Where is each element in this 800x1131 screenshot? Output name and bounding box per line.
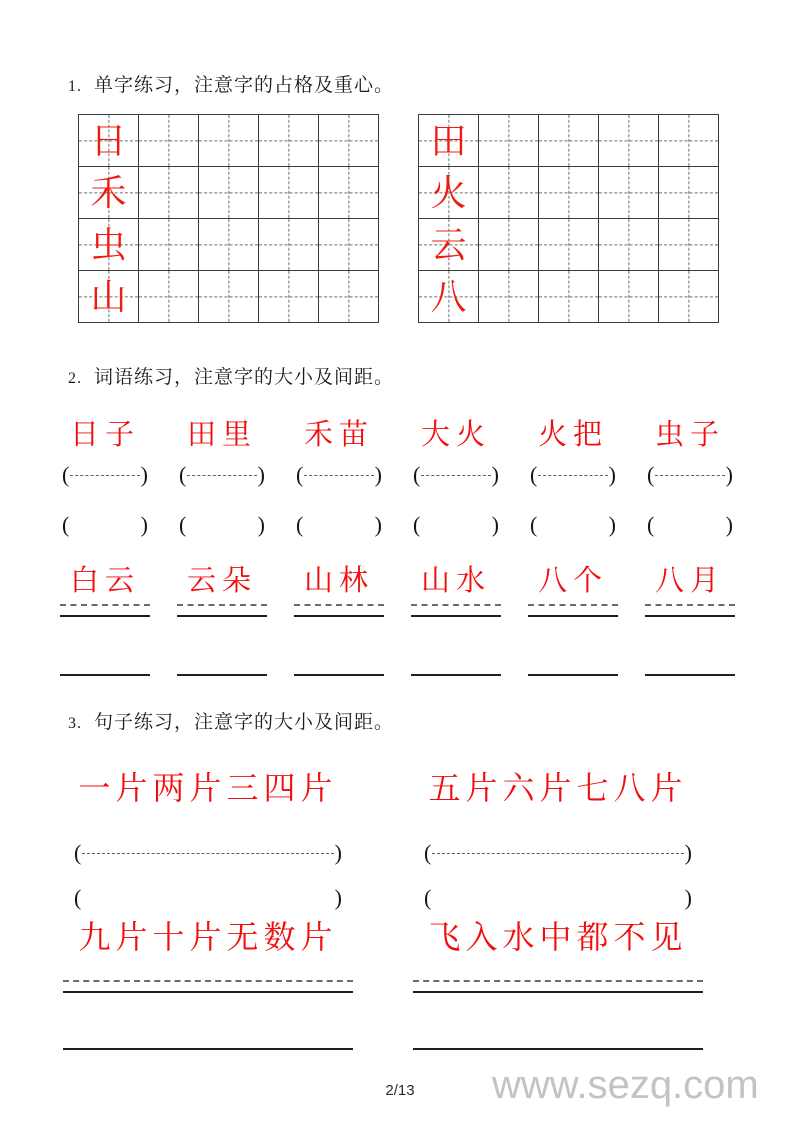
word-blank-line[interactable] [296, 512, 382, 538]
right-paren: ) [684, 840, 692, 865]
grid-cell[interactable] [319, 271, 379, 323]
grid-cell[interactable] [319, 167, 379, 219]
grid-cell[interactable] [479, 219, 539, 271]
grid-cell[interactable] [479, 271, 539, 323]
left-paren: ( [179, 462, 187, 487]
left-paren: ( [296, 512, 304, 537]
word-ruled-line[interactable] [177, 604, 267, 617]
grid-cell[interactable] [419, 271, 479, 323]
dashed-guide [187, 475, 256, 476]
model-word: 火把 [537, 419, 609, 451]
grid-cell[interactable] [259, 271, 319, 323]
grid-cell[interactable] [539, 167, 599, 219]
solid-baseline [63, 1048, 353, 1050]
left-paren: ( [424, 840, 432, 865]
grid-cell[interactable] [139, 219, 199, 271]
dashed-guide [655, 475, 724, 476]
grid-cell[interactable] [199, 219, 259, 271]
solid-baseline [528, 615, 618, 617]
left-paren: ( [424, 885, 432, 910]
right-paren: ) [491, 462, 499, 487]
right-paren: ) [334, 840, 342, 865]
left-paren: ( [530, 462, 538, 487]
right-paren: ) [374, 462, 382, 487]
model-word: 大火 [420, 419, 492, 451]
model-word: 云朵 [186, 565, 258, 597]
grid-cell[interactable] [419, 219, 479, 271]
word-blank-line[interactable] [647, 512, 733, 538]
dashed-guide [421, 475, 490, 476]
word-ruled-line[interactable] [60, 604, 150, 617]
section-3-number: 3. [68, 715, 82, 732]
left-paren: ( [179, 512, 187, 537]
right-paren: ) [725, 512, 733, 537]
model-sentence: 九片十片无数片 [78, 919, 338, 955]
sentence-blank-line[interactable] [74, 885, 342, 911]
left-paren: ( [413, 462, 421, 487]
model-word: 山林 [303, 565, 375, 597]
left-paren: ( [530, 512, 538, 537]
right-paren: ) [491, 512, 499, 537]
dashed-guide [432, 853, 683, 854]
grid-cell[interactable] [599, 167, 659, 219]
word-blank-ruled-line[interactable] [60, 674, 150, 676]
grid-cell[interactable] [139, 167, 199, 219]
model-character: 田 [430, 120, 467, 161]
grid-cell[interactable] [79, 115, 139, 167]
site-watermark: www.sezq.com [492, 1063, 759, 1107]
word-ruled-line[interactable] [645, 604, 735, 617]
model-character: 火 [430, 172, 467, 213]
sentence-guide-line[interactable] [424, 840, 692, 866]
right-paren: ) [334, 885, 342, 910]
grid-cell[interactable] [539, 115, 599, 167]
model-character: 云 [430, 224, 467, 265]
solid-baseline [63, 991, 353, 993]
model-character: 禾 [90, 172, 127, 213]
grid-cell[interactable] [199, 115, 259, 167]
word-blank-line[interactable] [62, 512, 148, 538]
grid-cell[interactable] [659, 219, 719, 271]
model-word: 山水 [420, 565, 492, 597]
grid-cell[interactable] [539, 219, 599, 271]
dashed-guide [177, 604, 267, 606]
solid-baseline [645, 674, 735, 676]
solid-baseline [177, 615, 267, 617]
model-character: 八 [430, 276, 467, 317]
word-blank-line[interactable] [413, 512, 499, 538]
right-paren: ) [684, 885, 692, 910]
word-blank-ruled-line[interactable] [294, 674, 384, 676]
right-paren: ) [140, 512, 148, 537]
dashed-guide [70, 475, 139, 476]
right-paren: ) [140, 462, 148, 487]
model-word: 八月 [654, 565, 726, 597]
word-guide-line[interactable] [530, 462, 616, 488]
solid-baseline [177, 674, 267, 676]
model-word: 虫子 [654, 419, 726, 451]
model-character: 山 [90, 276, 127, 317]
grid-cell[interactable] [419, 167, 479, 219]
sentence-guide-line[interactable] [74, 840, 342, 866]
solid-baseline [645, 615, 735, 617]
left-paren: ( [647, 462, 655, 487]
solid-baseline [294, 674, 384, 676]
grid-cell[interactable] [599, 115, 659, 167]
model-character: 日 [90, 120, 127, 161]
left-paren: ( [62, 462, 70, 487]
grid-cell[interactable] [199, 167, 259, 219]
model-sentence: 五片六片七八片 [428, 770, 688, 806]
grid-cell[interactable] [599, 271, 659, 323]
grid-cell[interactable] [539, 271, 599, 323]
right-paren: ) [725, 462, 733, 487]
solid-baseline [60, 615, 150, 617]
word-blank-ruled-line[interactable] [177, 674, 267, 676]
grid-cell[interactable] [479, 167, 539, 219]
grid-cell[interactable] [659, 115, 719, 167]
right-paren: ) [608, 512, 616, 537]
grid-cell[interactable] [659, 271, 719, 323]
section-3-heading [68, 707, 394, 734]
right-paren: ) [608, 462, 616, 487]
grid-cell[interactable] [79, 167, 139, 219]
solid-baseline [60, 674, 150, 676]
model-character: 虫 [90, 224, 127, 265]
left-paren: ( [296, 462, 304, 487]
grid-cell[interactable] [79, 219, 139, 271]
section-2-heading [68, 362, 394, 389]
model-word: 禾苗 [303, 419, 375, 451]
word-guide-line[interactable] [62, 462, 148, 488]
word-ruled-line[interactable] [528, 604, 618, 617]
grid-cell[interactable] [139, 115, 199, 167]
sentence-blank-ruled-line[interactable] [413, 1048, 703, 1050]
grid-cell[interactable] [259, 115, 319, 167]
left-paren: ( [62, 512, 70, 537]
word-guide-line[interactable] [179, 462, 265, 488]
word-ruled-line[interactable] [411, 604, 501, 617]
model-word: 田里 [186, 419, 258, 451]
dashed-guide [304, 475, 373, 476]
section-2-title: 词语练习，注意字的大小及间距。 [94, 367, 395, 388]
grid-cell[interactable] [199, 271, 259, 323]
solid-baseline [294, 615, 384, 617]
left-paren: ( [74, 885, 82, 910]
section-3-title: 句子练习，注意字的大小及间距。 [94, 712, 395, 733]
word-ruled-line[interactable] [294, 604, 384, 617]
grid-cell[interactable] [139, 271, 199, 323]
model-sentence: 一片两片三四片 [78, 770, 338, 806]
section-1-title: 单字练习，注意字的占格及重心。 [94, 75, 395, 96]
word-blank-ruled-line[interactable] [645, 674, 735, 676]
solid-baseline [413, 1048, 703, 1050]
dashed-guide [645, 604, 735, 606]
dashed-guide [60, 604, 150, 606]
model-word: 八个 [537, 565, 609, 597]
right-paren: ) [257, 462, 265, 487]
grid-cell[interactable] [259, 167, 319, 219]
character-grid-left [78, 114, 379, 323]
word-blank-line[interactable] [530, 512, 616, 538]
solid-baseline [411, 674, 501, 676]
word-blank-ruled-line[interactable] [411, 674, 501, 676]
sentence-ruled-line[interactable] [63, 980, 353, 993]
right-paren: ) [257, 512, 265, 537]
model-word: 日子 [69, 419, 141, 451]
solid-baseline [528, 674, 618, 676]
solid-baseline [413, 991, 703, 993]
solid-baseline [411, 615, 501, 617]
left-paren: ( [74, 840, 82, 865]
dashed-guide [411, 604, 501, 606]
grid-cell[interactable] [79, 271, 139, 323]
dashed-guide [63, 980, 353, 982]
page-number: 2/13 [385, 1082, 415, 1099]
dashed-guide [82, 853, 333, 854]
grid-cell[interactable] [479, 115, 539, 167]
grid-cell[interactable] [319, 219, 379, 271]
model-sentence: 飞入水中都不见 [428, 919, 688, 955]
section-1-heading [68, 70, 394, 97]
grid-cell[interactable] [259, 219, 319, 271]
word-blank-line[interactable] [179, 512, 265, 538]
section-2-number: 2. [68, 370, 82, 387]
sentence-blank-line[interactable] [424, 885, 692, 911]
dashed-guide [528, 604, 618, 606]
grid-cell[interactable] [659, 167, 719, 219]
right-paren: ) [374, 512, 382, 537]
word-blank-ruled-line[interactable] [528, 674, 618, 676]
dashed-guide [413, 980, 703, 982]
sentence-blank-ruled-line[interactable] [63, 1048, 353, 1050]
dashed-guide [294, 604, 384, 606]
grid-cell[interactable] [319, 115, 379, 167]
grid-cell[interactable] [599, 219, 659, 271]
character-grid-right [418, 114, 719, 323]
word-guide-line[interactable] [647, 462, 733, 488]
left-paren: ( [647, 512, 655, 537]
model-word: 白云 [69, 565, 141, 597]
section-1-number: 1. [68, 78, 82, 95]
grid-cell[interactable] [419, 115, 479, 167]
left-paren: ( [413, 512, 421, 537]
word-guide-line[interactable] [296, 462, 382, 488]
sentence-ruled-line[interactable] [413, 980, 703, 993]
dashed-guide [538, 475, 607, 476]
word-guide-line[interactable] [413, 462, 499, 488]
